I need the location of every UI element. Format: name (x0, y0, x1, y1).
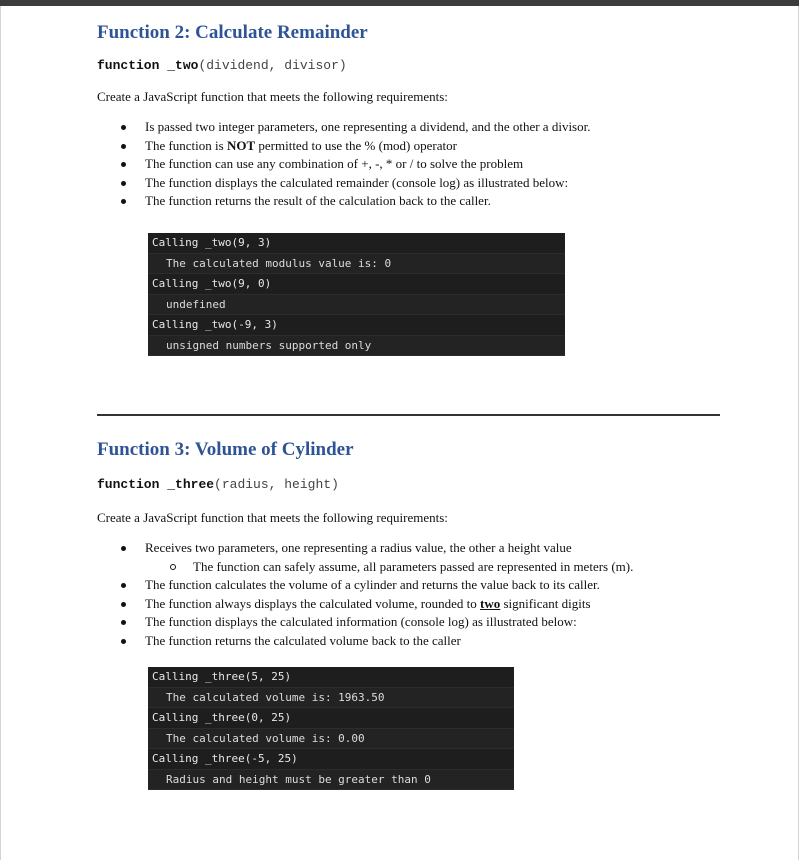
list-item-emphasis: two (480, 595, 501, 611)
console-call-line: Calling _two(9, 0) (148, 274, 565, 295)
signature-function-name: _two (167, 58, 199, 73)
signature-keyword: function (97, 477, 160, 492)
signature-keyword: function (97, 58, 160, 73)
console-output-line: undefined (148, 295, 565, 316)
console-output-line: The calculated volume is: 1963.50 (148, 688, 514, 709)
list-item-text: The function is (145, 137, 227, 153)
section2-signature (97, 58, 347, 73)
list-item-emphasis: NOT (226, 137, 256, 153)
list-item: The function returns the result of the calculation back to the caller. (145, 192, 590, 211)
console-output-line: The calculated volume is: 0.00 (148, 729, 514, 750)
signature-params: (radius, height) (214, 477, 339, 492)
page-left-edge (0, 6, 1, 860)
section3-signature (97, 477, 339, 492)
console-call-line: Calling _three(5, 25) (148, 667, 514, 688)
section-divider (97, 414, 720, 416)
console-output-line: Radius and height must be greater than 0 (148, 770, 514, 791)
console-call-line: Calling _two(9, 3) (148, 233, 565, 254)
console-output-line: unsigned numbers supported only (148, 336, 565, 357)
signature-function-name: _three (167, 477, 215, 492)
list-item: The function returns the calculated volume back to the caller (145, 632, 633, 651)
list-sub-item: The function can safely assume, all parameters passed are represented in meters (m). (145, 558, 633, 577)
console-call-line: Calling _three(0, 25) (148, 708, 514, 729)
list-item-text: permitted to use the % (mod) operator (255, 137, 457, 153)
section3-console-output (148, 667, 514, 790)
window-top-bar (0, 0, 799, 6)
console-output-line: The calculated modulus value is: 0 (148, 254, 565, 275)
list-item: The function calculates the volume of a cylinder and returns the value back to its caller. (145, 576, 633, 595)
list-item: The function displays the calculated information (console log) as illustrated below: (145, 613, 633, 632)
list-item: Is passed two integer parameters, one representing a dividend, and the other a divisor. (145, 118, 590, 137)
list-item: The function can use any combination of +, -, * or / to solve the problem (145, 155, 590, 174)
section3-intro: Create a JavaScript function that meets the following requirements: (97, 510, 448, 525)
console-call-line: Calling _three(-5, 25) (148, 749, 514, 770)
list-item (145, 137, 590, 156)
section3-title: Function 3: Volume of Cylinder (97, 439, 354, 460)
list-item (145, 595, 633, 614)
list-item-text: The function always displays the calculated volume, rounded to (145, 595, 481, 611)
list-item: The function displays the calculated remainder (console log) as illustrated below: (145, 174, 590, 193)
list-item: Receives two parameters, one representing a radius value, the other a height value (145, 539, 633, 558)
section2-console-output (148, 233, 565, 356)
section2-title: Function 2: Calculate Remainder (97, 22, 368, 43)
section2-intro: Create a JavaScript function that meets the following requirements: (97, 89, 448, 104)
console-call-line: Calling _two(-9, 3) (148, 315, 565, 336)
signature-params: (dividend, divisor) (198, 58, 347, 73)
section2-requirements-list (145, 118, 590, 211)
section3-requirements-list (145, 539, 633, 650)
list-item-text: significant digits (500, 595, 591, 611)
